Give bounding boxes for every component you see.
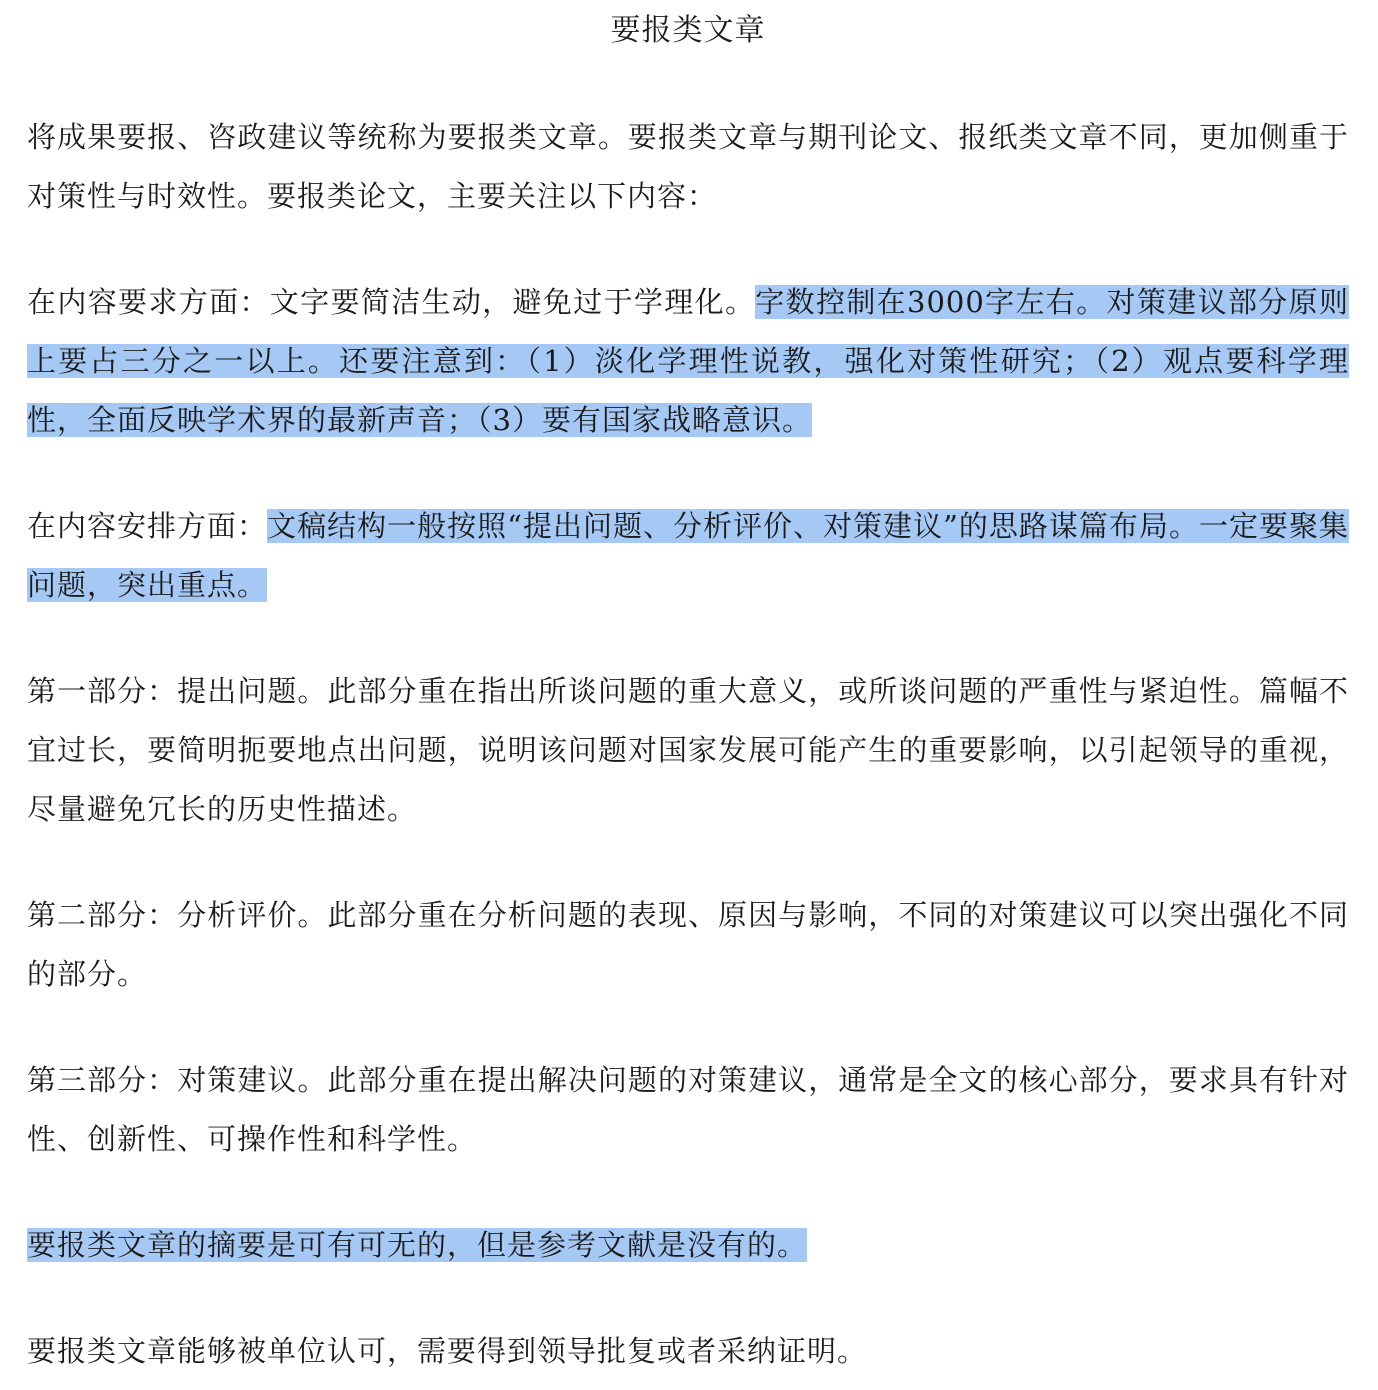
document-body [27, 0, 1349, 1381]
paragraph-abstract-note [27, 1216, 1349, 1275]
paragraph-intro: 将成果要报、咨政建议等统称为要报类文章。要报类文章与期刊论文、报纸类文章不同，更加侧重于对策性与时效性。要报类论文，主要关注以下内容： [27, 120, 1349, 213]
content-arrangement-label: 在内容安排方面： [27, 509, 268, 543]
paragraph-part-two: 第二部分：分析评价。此部分重在分析问题的表现、原因与影响，不同的对策建议可以突出强化不同的部分。 [27, 898, 1349, 991]
paragraph-recognition: 要报类文章能够被单位认可，需要得到领导批复或者采纳证明。 [27, 1334, 868, 1368]
selected-text-arrangement[interactable]: 文稿结构一般按照“提出问题、分析评价、对策建议”的思路谋篇布局。一定要聚集问题，突出重点。 [27, 509, 1349, 602]
content-requirements-text: 在内容要求方面：文字要简洁生动，避免过于学理化。 [27, 285, 756, 319]
paragraph-content-requirements [27, 273, 1349, 450]
selected-text-abstract[interactable]: 要报类文章的摘要是可有可无的，但是参考文献是没有的。 [27, 1228, 808, 1262]
selected-text-requirements[interactable]: 字数控制在3000字左右。对策建议部分原则上要占三分之一以上。还要注意到：（1）淡化学理性说教，强化对策性研究；（2）观点要科学理性，全面反映学术界的最新声音；（3）要有国家战略意识。 [27, 285, 1349, 437]
paragraph-part-three: 第三部分：对策建议。此部分重在提出解决问题的对策建议，通常是全文的核心部分，要求具有针对性、创新性、可操作性和科学性。 [27, 1063, 1349, 1156]
paragraph-content-arrangement [27, 497, 1349, 615]
document-title: 要报类文章 [610, 13, 766, 48]
paragraph-part-one: 第一部分：提出问题。此部分重在指出所谈问题的重大意义，或所谈问题的严重性与紧迫性。篇幅不宜过长，要简明扼要地点出问题，说明该问题对国家发展可能产生的重要影响，以引起领导的重视，尽量避免冗长的历史性描述。 [27, 674, 1349, 826]
